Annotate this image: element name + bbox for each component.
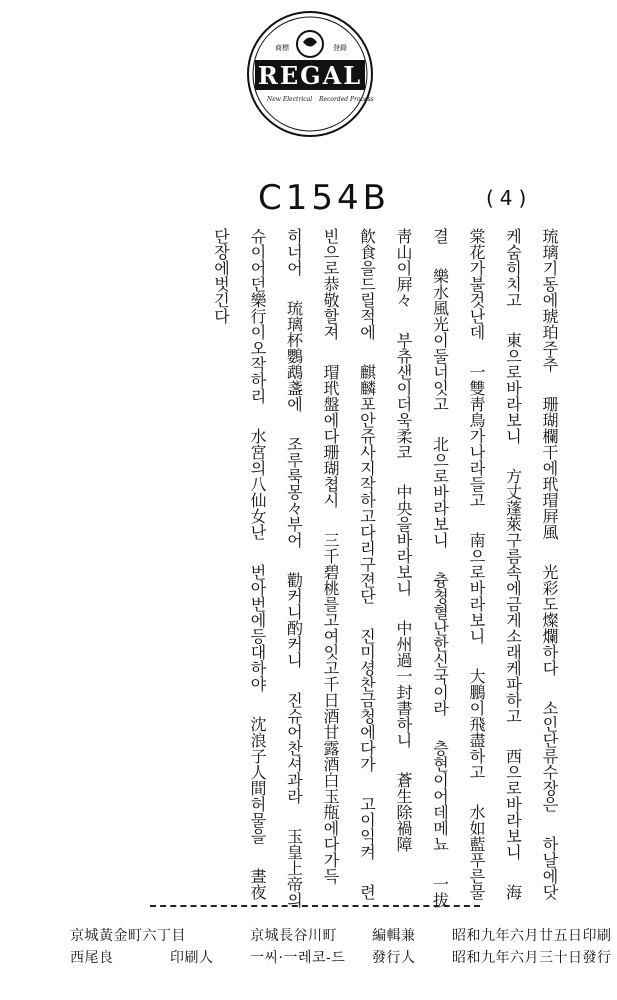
lyrics-line: 樂水風光이둘너잇고 (430, 268, 450, 412)
lyrics-column (355, 228, 379, 908)
lyrics-line: 靑山이屛々 (394, 228, 413, 308)
lyrics-line: 고이익켜 (357, 796, 377, 860)
lyrics-line: 珊瑚欄干에玳瑁屛風 (540, 396, 559, 540)
lyrics-line: 琉璃기동에琥珀주추 (540, 228, 559, 372)
lyrics-line: 케숨히치고 (503, 228, 523, 308)
lyrics-column (501, 228, 525, 908)
printer-address: 京城黃金町六丁目 (70, 928, 186, 944)
lyrics-line: 하날에닷 (540, 836, 559, 900)
svg-text:登錄: 登錄 (333, 44, 347, 52)
print-date: 昭和九年六月廿五日印刷 (452, 928, 612, 944)
lyrics-line: 東으로바라보니 (503, 332, 523, 444)
publisher-label: 發行人 (372, 950, 416, 966)
publisher-company: 一씨·一레코-드 (250, 950, 346, 966)
lyrics-line: 勸커니酌커니 (284, 572, 304, 668)
lyrics-line: 沈浪子人間허물을 (248, 716, 267, 844)
lyrics-line: 蒼生除禍障 (394, 772, 413, 852)
side-number: (4) (486, 186, 533, 210)
svg-text:商標: 商標 (275, 44, 289, 52)
lyrics-line: 北으로바라보니 (430, 436, 450, 548)
lyrics-line: 瑁玳盤에다珊瑚쳡시 (321, 364, 340, 508)
svg-text:New Electrical: New Electrical (267, 96, 313, 103)
lyrics-line: 方丈蓬萊구름속에금게소래케파하고 (503, 468, 523, 724)
lyrics-line: 三千碧桃를고여잇고千日酒甘露酒白玉甁에다가득 (321, 532, 340, 884)
lyrics-line: 진슈어찬셔과라 (284, 692, 304, 804)
lyrics-line: 부츄샌이더욱柔코 (394, 332, 413, 460)
lyrics-line: 中州過一封書하니 (394, 620, 413, 748)
lyrics-line: 水如藍푸른물 (467, 804, 486, 900)
lyrics-column (245, 228, 269, 908)
lyrics-line: 슈이어던樂行이오작하리 (248, 228, 267, 404)
lyrics-line: 一雙靑鳥가나라들고 (467, 364, 486, 508)
lyrics-column (391, 228, 415, 908)
lyrics-line: 琉璃杯鸚鵡盞에 (284, 300, 304, 412)
lyrics-column (209, 228, 233, 908)
colophon-divider (150, 905, 480, 907)
regal-logo (245, 8, 375, 140)
printer-name: 西尾良 (70, 950, 114, 966)
lyrics-line: 麒麟포안쥬사지작하고다리구젼단 (357, 364, 377, 604)
lyrics-line: 빈으로恭敬할져 (321, 228, 340, 340)
lyrics-line: 海 (503, 884, 523, 900)
editor-label: 編輯兼 (372, 928, 416, 944)
lyrics-column (537, 228, 561, 908)
lyrics-line: 진미셩찬금청에다가 (357, 628, 377, 772)
lyrics-line: 西으로바라보니 (503, 748, 523, 860)
lyrics-line: 조루룩몽々부어 (284, 436, 304, 548)
lyrics-body (209, 228, 562, 908)
printer-label: 印刷人 (170, 950, 214, 966)
lyrics-line: 中央을바라보니 (394, 484, 413, 596)
lyrics-line: 玉皇上帝의 (284, 828, 304, 908)
lyrics-column (318, 228, 342, 908)
lyrics-line: 히너어 (284, 228, 304, 276)
lyrics-line: 련 (357, 884, 377, 900)
lyrics-line: 飮食을드릴적에 (357, 228, 377, 340)
lyrics-line: 층현이어데메뇨 (430, 740, 450, 852)
lyrics-line: 光彩도燦爛하다 (540, 564, 559, 676)
issue-date: 昭和九年六月三十日發行 (452, 950, 612, 966)
record-number: C154B (258, 178, 390, 218)
lyrics-line: 大鵬이飛盡하고 (467, 668, 486, 780)
lyrics-line: 번아번에등대하야 (248, 564, 267, 692)
svg-text:REGAL: REGAL (257, 61, 363, 90)
publisher-address: 京城長谷川町 (250, 928, 337, 944)
lyrics-column (428, 228, 452, 908)
lyrics-line: 소인단류수장은 (540, 700, 559, 812)
lyrics-line: 츙쳥혈난한신국이라 (430, 572, 450, 716)
lyrics-line: 水宮의八仙女난 (248, 428, 267, 540)
lyrics-line: 晝夜 (248, 868, 267, 900)
lyrics-line: 결 (430, 228, 450, 244)
lyrics-line: 단장에벗긴다 (211, 228, 231, 324)
svg-text:Recorded Process: Recorded Process (319, 96, 374, 103)
lyrics-line: 南으로바라보니 (467, 532, 486, 644)
lyrics-line: 棠花가불것난데 (467, 228, 486, 340)
lyrics-line: 一拔 (430, 876, 450, 908)
lyrics-column (282, 228, 306, 908)
lyrics-column (464, 228, 488, 908)
